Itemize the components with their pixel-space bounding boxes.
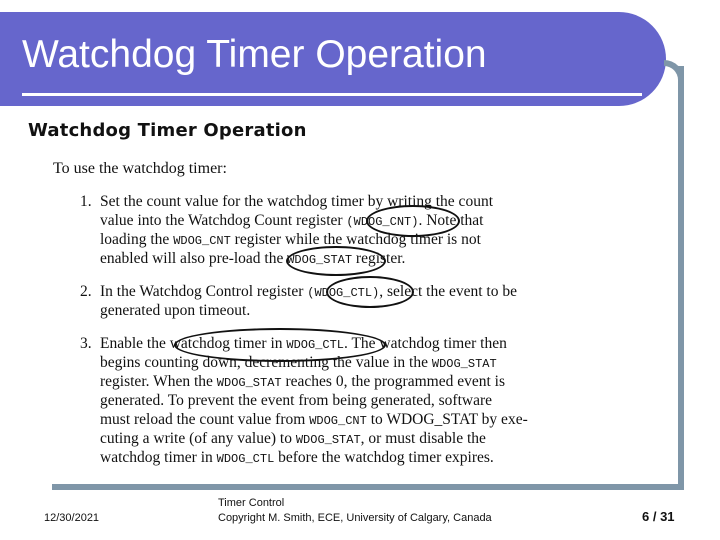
footer-copyright: Copyright M. Smith, ECE, University of Calgary, Canada <box>218 512 492 524</box>
step-line: loading the WDOG_CNT register while the watchdog timer is not <box>100 231 481 248</box>
slide-title: Watchdog Timer Operation <box>22 33 487 76</box>
annotation-ellipse-wdog-cnt <box>366 205 460 237</box>
footer-center <box>218 496 492 526</box>
step-line: register. When the WDOG_STAT reaches 0, the programmed event is <box>100 373 505 390</box>
document-intro: To use the watchdog timer: <box>53 160 227 177</box>
step-line: cuting a write (of any value) to WDOG_STAT, or must disable the <box>100 430 486 447</box>
footer-date: 12/30/2021 <box>44 512 100 524</box>
document-heading: Watchdog Timer Operation <box>28 120 307 141</box>
annotation-ellipse-wdog-ctl-2 <box>174 328 386 362</box>
step-number: 1. <box>80 193 92 210</box>
step-number: 3. <box>80 335 92 352</box>
frame-bottom-border <box>52 484 684 490</box>
step-number: 2. <box>80 283 92 300</box>
step-line: must reload the count value from WDOG_CNT to WDOG_STAT by exe- <box>100 411 528 428</box>
step-line: Set the count value for the watchdog timer by writing the count <box>100 193 493 210</box>
page-number: 6 / 31 <box>642 509 675 524</box>
step-line: generated. To prevent the event from being generated, software <box>100 392 492 409</box>
step-line: In the Watchdog Control register (WDOG_CTL), select the event to be <box>100 283 517 300</box>
step-line: generated upon timeout. <box>100 302 251 319</box>
step-line: value into the Watchdog Count register (WDOG_CNT). Note that <box>100 212 484 229</box>
step-line: watchdog timer in WDOG_CTL before the watchdog timer expires. <box>100 449 494 466</box>
annotation-ellipse-wdog-stat <box>286 246 386 276</box>
frame-right-border <box>678 66 684 490</box>
step-line: Enable the watchdog timer in WDOG_CTL. The watchdog timer then <box>100 335 507 352</box>
step-line: begins counting down, decrementing the value in the WDOG_STAT <box>100 354 497 371</box>
step-line: enabled will also pre-load the WDOG_STAT register. <box>100 250 406 267</box>
footer-subtitle: Timer Control <box>218 497 285 509</box>
annotation-ellipse-wdog-ctl-1 <box>326 276 414 308</box>
title-underline <box>22 93 642 96</box>
